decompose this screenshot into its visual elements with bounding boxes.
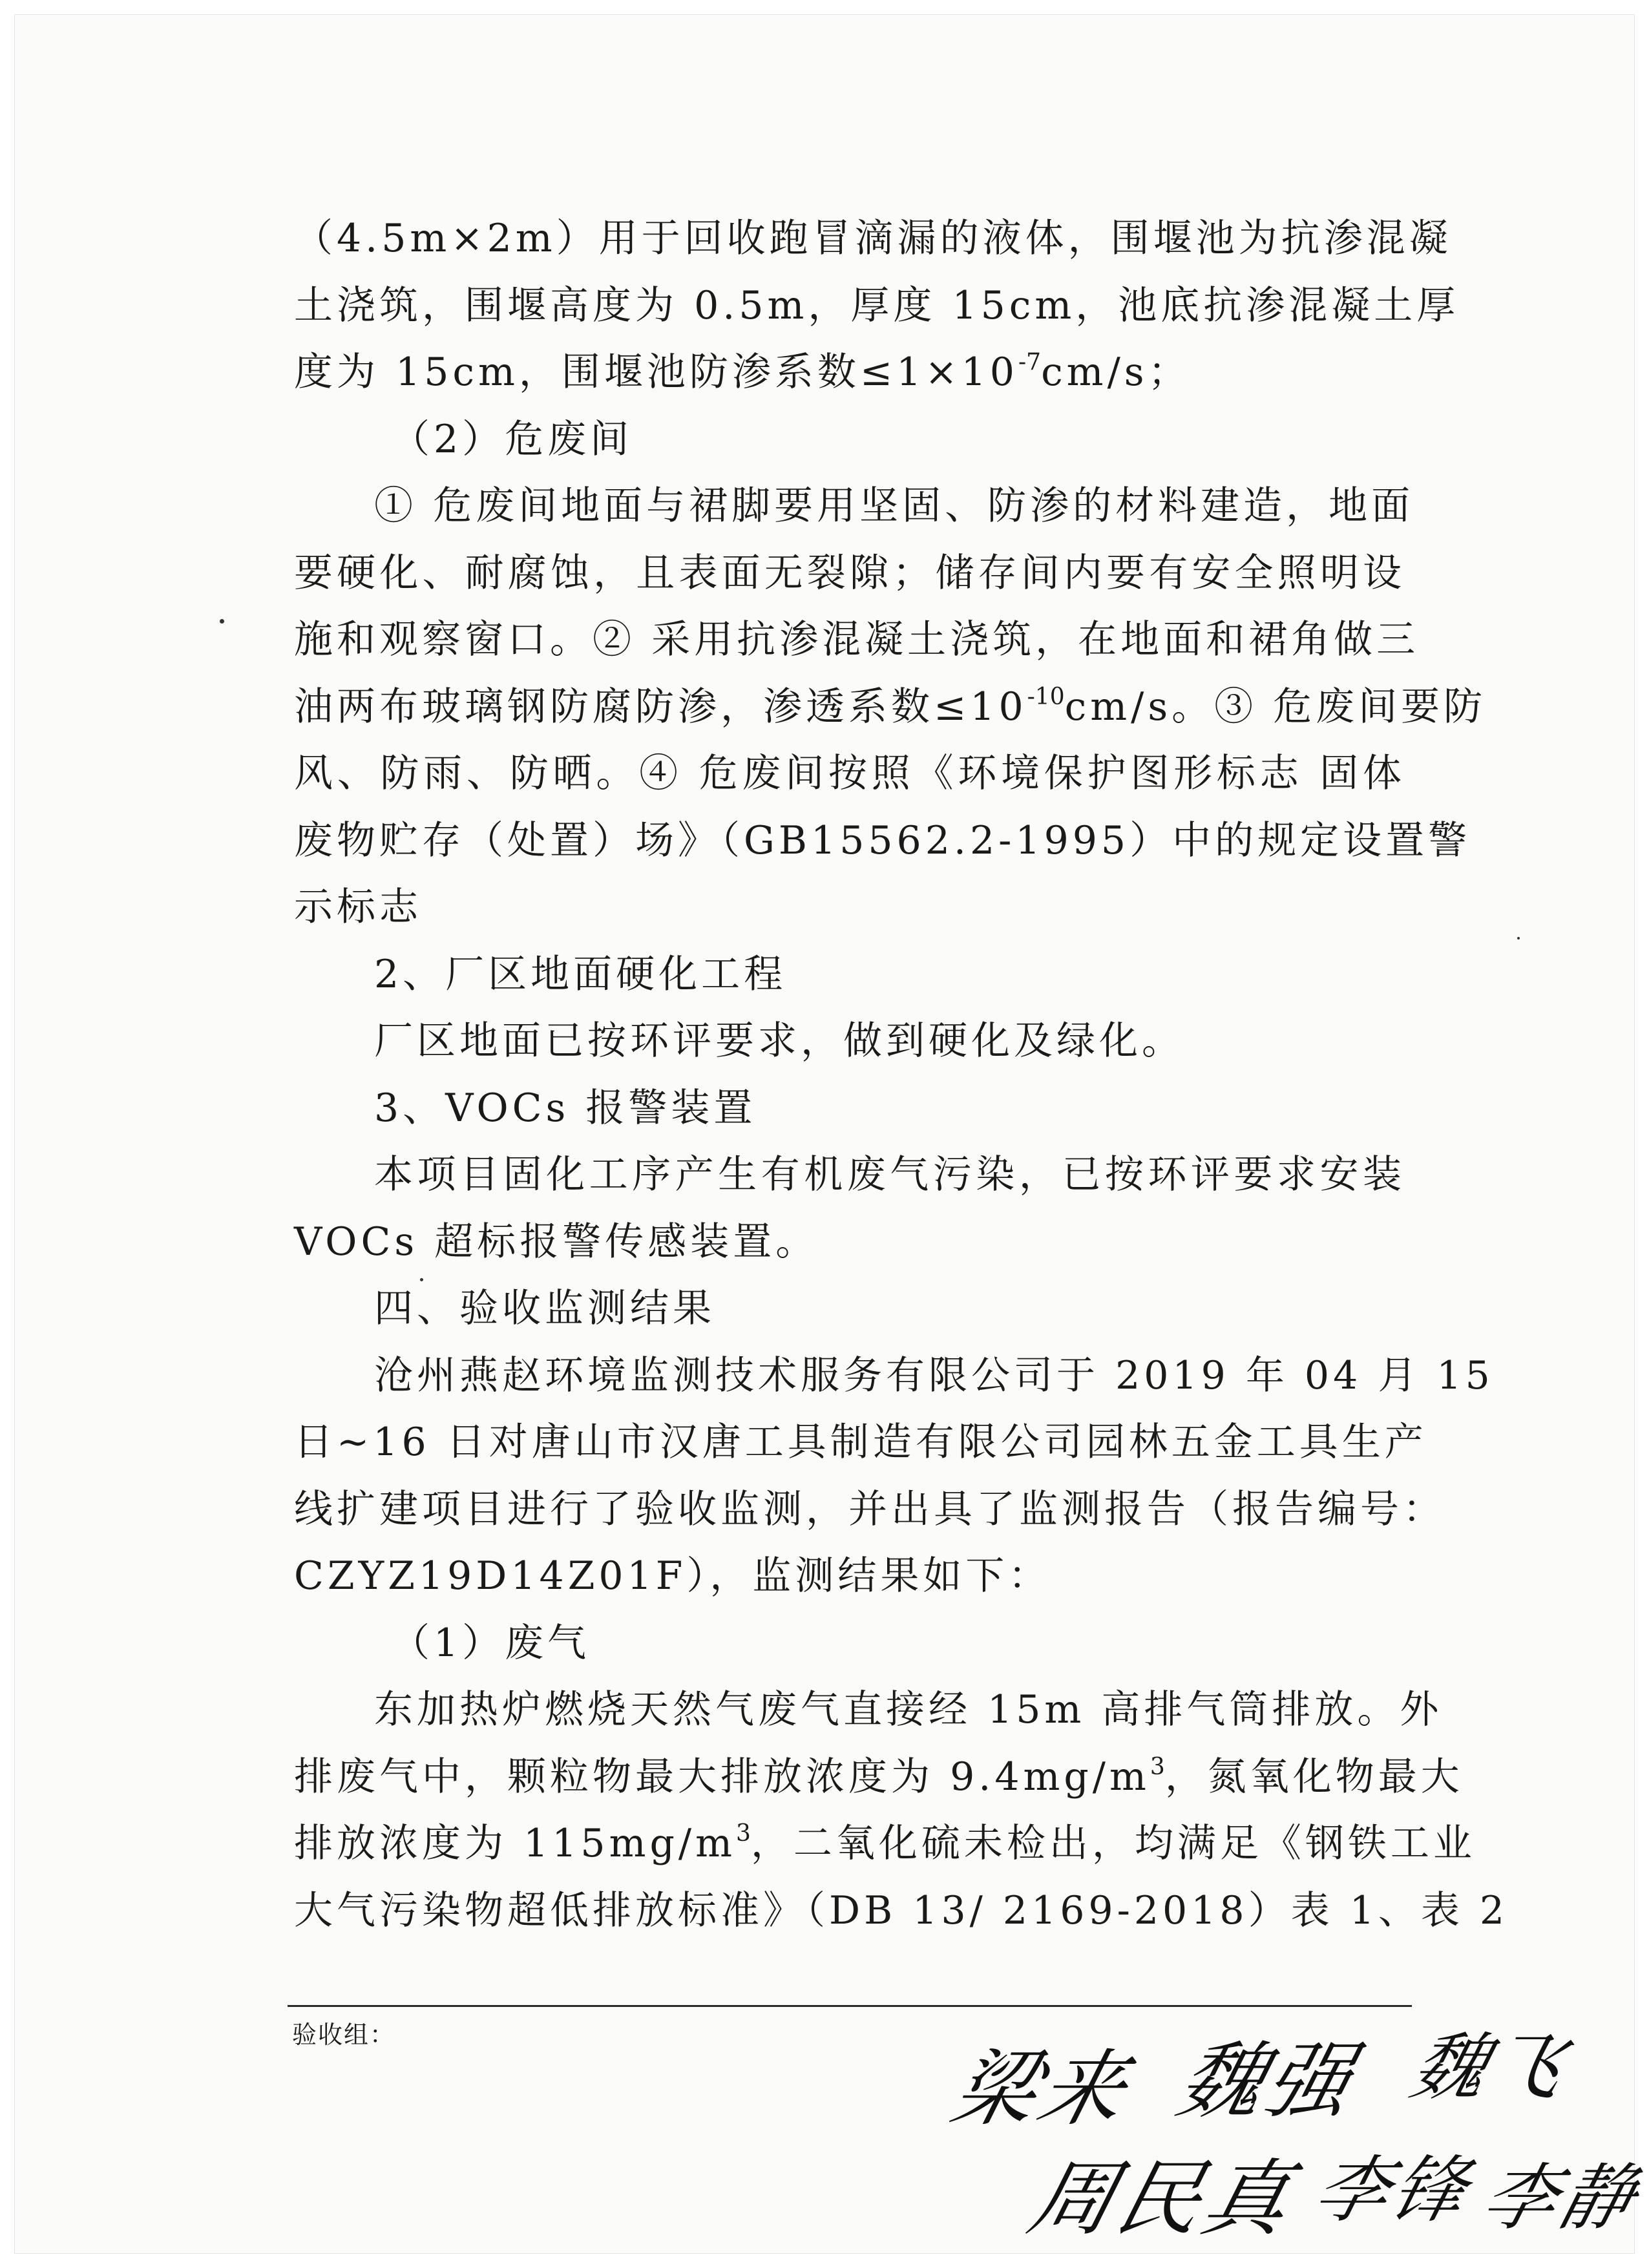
body-text: [294, 205, 1509, 1944]
scan-speck: [420, 1278, 423, 1281]
text-line-21: CZYZ19D14Z01F），监测结果如下：: [294, 1553, 1051, 1599]
signature-2: 魏强: [1168, 2033, 1366, 2130]
text-line-23: 东加热炉燃烧天然气废气直接经 15m 高排气筒排放。外: [374, 1687, 1443, 1732]
section-heading-ground-hardening: 2、厂区地面硬化工程: [374, 951, 787, 997]
section-heading-waste-gas: （1）废气: [391, 1620, 591, 1666]
signature-3: 魏飞: [1403, 2026, 1577, 2110]
text-line-13: 厂区地面已按环评要求，做到硬化及绿化。: [374, 1018, 1184, 1064]
text-line-1: （4.5m×2m）用于回收跑冒滴漏的液体，围堰池为抗渗混凝: [294, 216, 1452, 261]
text-line-15: 本项目固化工序产生有机废气污染，已按环评要求安装: [374, 1152, 1405, 1197]
text-line-26: 大气污染物超低排放标准》（DB 13/ 2169-2018）表 1、表 2: [294, 1887, 1509, 1933]
text-line-7: 施和观察窗口。② 采用抗渗混凝土浇筑，在地面和裙角做三: [294, 617, 1420, 662]
text-line-18: 沧州燕赵环境监测技术服务有限公司于 2019 年 04 月 15: [374, 1352, 1494, 1398]
signature-1: 梁来: [942, 2041, 1140, 2137]
section-heading-vocs-alarm: 3、VOCs 报警装置: [374, 1085, 757, 1131]
scan-speck: [1517, 937, 1520, 940]
section-heading-hazwaste-room: （2）危废间: [391, 416, 633, 462]
text-line-2: 土浇筑，围堰高度为 0.5m，厚度 15cm，池底抗渗混凝土厚: [294, 282, 1460, 328]
text-line-5: ① 危废间地面与裙脚要用坚固、防渗的材料建造，地面: [374, 483, 1414, 529]
text-line-9: 风、防雨、防晒。④ 危废间按照《环境保护图形标志 固体: [294, 751, 1405, 796]
text-line-6: 要硬化、耐腐蚀，且表面无裂隙；储存间内要有安全照明设: [294, 550, 1405, 596]
text-line-3: 度为 15cm，围堰池防渗系数$\le 1\times 10^{-7}cm/s$；: [294, 349, 1191, 395]
text-line-11: 示标志: [294, 885, 422, 930]
acceptance-group-label: 验收组：: [292, 2021, 396, 2049]
text-line-16: VOCs 超标报警传感装置。: [294, 1219, 819, 1265]
text-line-10: 废物贮存（处置）场》（GB15562.2-1995）中的规定设置警: [294, 817, 1471, 863]
text-line-20: 线扩建项目进行了验收监测，并出具了监测报告（报告编号：: [294, 1486, 1445, 1532]
footer-divider: [288, 2005, 1412, 2007]
signature-5: 李锋: [1306, 2148, 1480, 2232]
signature-4: 周民真: [1020, 2151, 1304, 2247]
text-line-19: 日~16 日对唐山市汉唐工具制造有限公司园林五金工具生产: [294, 1420, 1427, 1465]
text-line-24: 排废气中，颗粒物最大排放浓度为 $9.4mg/m^3$，氮氧化物最大: [294, 1753, 1464, 1800]
text-line-25: 排放浓度为 $115mg/m^3$，二氧化硫未检出，均满足《钢铁工业: [294, 1820, 1476, 1866]
text-line-8: 油两布玻璃钢防腐防渗，渗透系数$\le 10^{-10}cm/s$。③ 危废间要防: [294, 683, 1487, 730]
section-heading-monitoring-results: 四、验收监测结果: [374, 1286, 715, 1331]
signature-6: 李静: [1474, 2156, 1648, 2240]
scan-speck: [220, 619, 224, 624]
